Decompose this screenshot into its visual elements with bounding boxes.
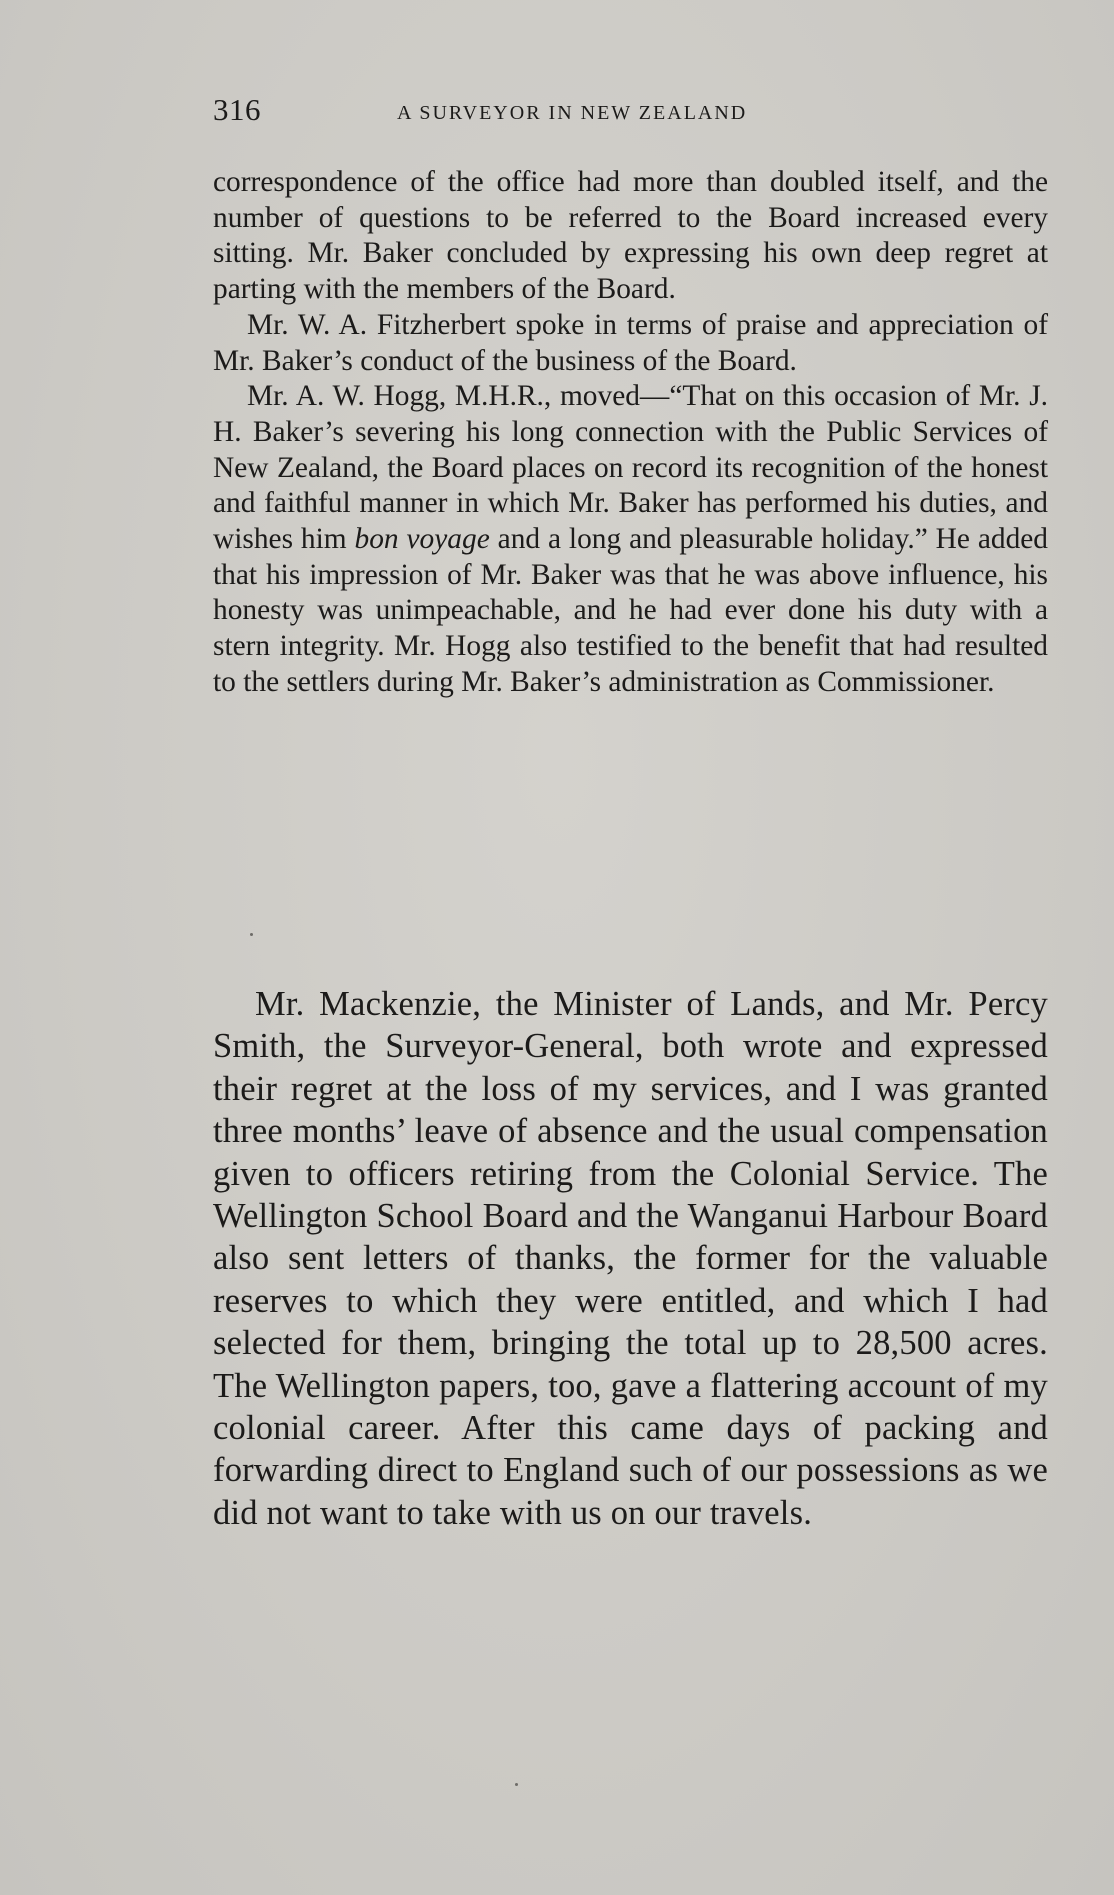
- paper-speck: [515, 1783, 518, 1786]
- main-text-block: [213, 983, 1048, 1534]
- paper-speck: [250, 933, 253, 936]
- quoted-report-block: [213, 165, 1048, 701]
- running-head: A SURVEYOR IN NEW ZEALAND: [397, 102, 748, 124]
- page-number: 316: [213, 92, 261, 127]
- quoted-paragraph-3: [213, 379, 1048, 700]
- page-header: [213, 92, 1053, 132]
- italic-phrase: bon voyage: [354, 523, 490, 556]
- quoted-paragraph-3-text-a: Mr. A. W. Hogg, M.H.R., moved—“That on this occasion of Mr. J. H. Baker’s severing his long connection with the Public Services of New Zealand, the Board places on record its recognition of the honest and faithful manner in which Mr. Baker has performed his duties, and wishes him: [213, 380, 1048, 556]
- quoted-paragraph-1: correspondence of the office had more than doubled itself, and the number of questions to be referred to the Board increased every sitting. Mr. Baker concluded by expressing his own deep regret at parting with the members of the Board.: [213, 166, 1048, 306]
- quoted-paragraph-3-text-b: and a long and pleasurable holiday.” He added that his impression of Mr. Baker was that he was above influence, his honesty was unimpeachable, and he had ever done his duty with a stern integrity. Mr. Hogg also testified to the benefit that had resulted to the settlers during Mr. Baker’s administration as Commissioner.: [213, 523, 1049, 698]
- main-paragraph: Mr. Mackenzie, the Minister of Lands, and Mr. Percy Smith, the Surveyor-General, both wrote and expressed their regret at the loss of my services, and I was granted three months’ leave of absence and the usual compensation given to officers retiring from the Colonial Service. The Wellington School Board and the Wanganui Harbour Board also sent letters of thanks, the former for the valuable reserves to which they were entitled, and which I had selected for them, bringing the total up to 28,500 acres. The Wellington papers, too, gave a flattering account of my colonial career. After this came days of packing and forwarding direct to England such of our possessions as we did not want to take with us on our travels.: [213, 985, 1048, 1532]
- quoted-paragraph-2: Mr. W. A. Fitzherbert spoke in terms of praise and appreciation of Mr. Baker’s conduct of the business of the Board.: [213, 308, 1048, 377]
